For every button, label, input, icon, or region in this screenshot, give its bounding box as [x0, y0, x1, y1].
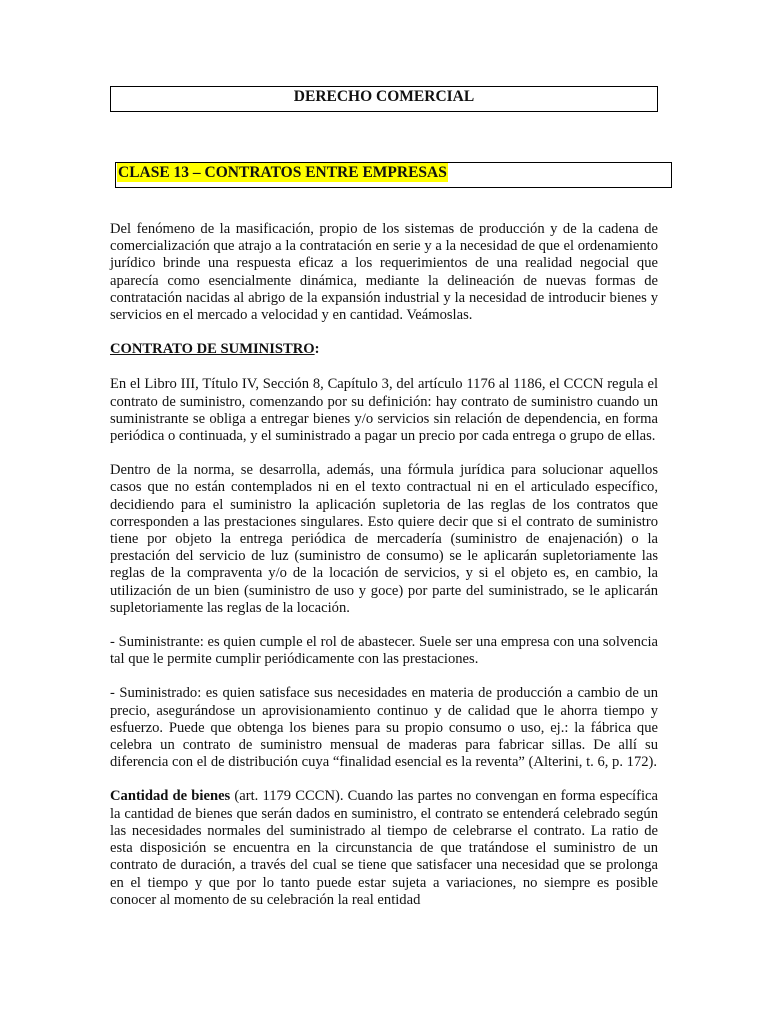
document-title-box [110, 86, 658, 112]
section-heading: CONTRATO DE SUMINISTRO [110, 341, 315, 358]
document-title: DERECHO COMERCIAL [293, 88, 475, 105]
suministrante-paragraph: - Suministrante: es quien cumple el rol de abastecer. Suele ser una empresa con una solvencia tal que le permite cumplir periódicamente con las prestaciones. [110, 634, 658, 668]
section-heading-line [110, 341, 658, 358]
supplementary-rules-paragraph: Dentro de la norma, se desarrolla, además, una fórmula jurídica para solucionar aquellos casos que no están contemplados ni en el texto contractual ni en el articulado específico, decidiendo para el suministro la aplicación supletoria de las reglas de los contratos que corresponden a las prestaciones singulares. Esto quiere decir que si el contrato de suministro tiene por objeto la entrega periódica de mercadería (suministro de enajenación) o la prestación del servicio de luz (suministro de consumo) se le aplicarán supletoriamente las reglas de la compraventa y/o de la locación de servicios, y si el objeto es, en cambio, la utilización de un bien (suministro de uso y goce) por parte del suministrado, se le aplicarán supletoriamente las reglas de la locación. [110, 462, 658, 616]
quantity-text: (art. 1179 CCCN). Cuando las partes no convengan en forma específica la cantidad de bienes que serán dados en suministro, el contrato se entenderá celebrado según las necesidades normales del suministrado al tiempo de celebrarse el contrato. La ratio de esta disposición se encuentra en la circunstancia de que tratándose el suministro de un contrato de duración, a través del cual se tiene que satisfacer una necesidad que se prolonga en el tiempo y que por lo tanto puede estar sujeta a variaciones, no siempre es posible conocer al momento de su celebración la real entidad [110, 788, 658, 908]
class-title: CLASE 13 – CONTRATOS ENTRE EMPRESAS [118, 164, 447, 181]
quantity-term: Cantidad de bienes [110, 788, 231, 805]
section-heading-colon: : [314, 341, 320, 358]
quantity-paragraph [110, 788, 658, 908]
document-body [110, 221, 658, 926]
suministrado-paragraph: - Suministrado: es quien satisface sus necesidades en materia de producción a cambio de un precio, asegurándose un aprovisionamiento continuo y de calidad que le ahorra tiempo y esfuerzo. Puede que obtenga los bienes para su propio consumo o uso, ej.: la fábrica que celebra un contrato de suministro mensual de maderas para fabricar sillas. De allí su diferencia con el de distribución cuya “finalidad esencial es la reventa” (Alterini, t. 6, p. 172). [110, 685, 658, 771]
definition-paragraph: En el Libro III, Título IV, Sección 8, Capítulo 3, del artículo 1176 al 1186, el CCCN regula el contrato de suministro, comenzando por su definición: hay contrato de suministro cuando un suministrante se obliga a entregar bienes y/o servicios sin relación de dependencia, en forma periódica o continuada, y el suministrado a pagar un precio por cada entrega o grupo de ellas. [110, 376, 658, 445]
class-title-box [115, 162, 672, 188]
intro-paragraph: Del fenómeno de la masificación, propio de los sistemas de producción y de la cadena de comercialización que atrajo a la contratación en serie y a la necesidad de que el ordenamiento jurídico brinde una respuesta eficaz a los requerimientos de una realidad negocial que aparecía como esencialmente dinámica, mediante la delineación de nuevas formas de contratación nacidas al abrigo de la expansión industrial y la necesidad de introducir bienes y servicios en el mercado a velocidad y en cantidad. Veámoslas. [110, 221, 658, 324]
